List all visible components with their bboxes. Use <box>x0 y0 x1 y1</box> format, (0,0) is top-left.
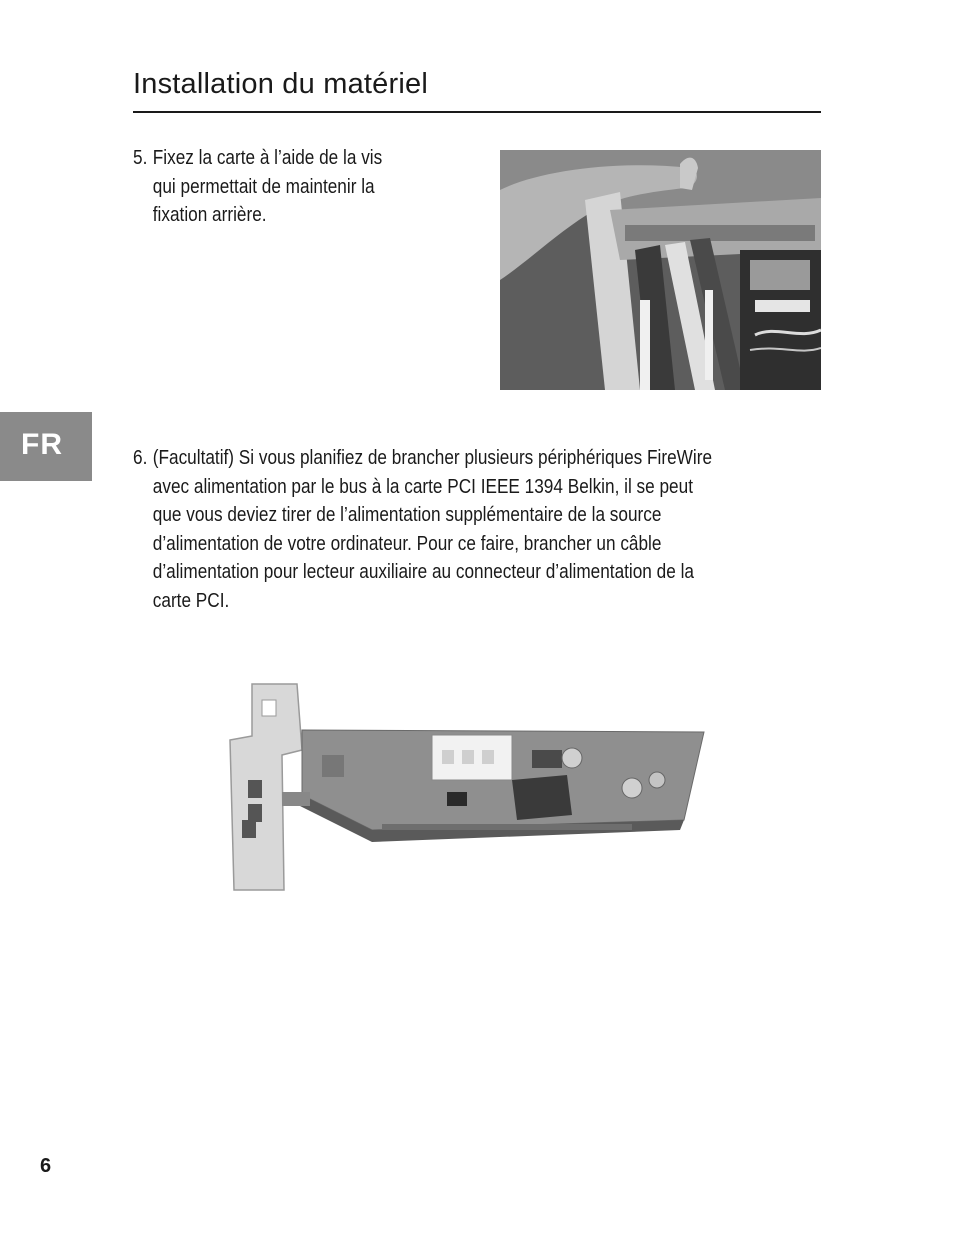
step-line: carte PCI. <box>152 589 230 612</box>
step-line: avec alimentation par le bus à la carte PCI IEEE 1394 Belkin, il se peut <box>152 475 693 498</box>
step-line: Fixez la carte à l’aide de la vis <box>152 147 383 169</box>
step-line: d’alimentation de votre ordinateur. Pour ce faire, brancher un câble <box>152 532 662 555</box>
step-6 <box>133 444 712 615</box>
computer-case-photo-illustration <box>500 150 821 390</box>
step-line: fixation arrière. <box>152 204 267 226</box>
step-line: que vous deviez tirer de l’alimentation supplémentaire de la source <box>152 504 662 526</box>
step-number: 5. <box>133 147 148 169</box>
pci-card-image <box>222 680 708 895</box>
page-number: 6 <box>40 1155 52 1177</box>
installation-photo <box>500 150 821 390</box>
title-rule <box>133 111 821 113</box>
step-line: qui permettait de maintenir la <box>152 175 375 198</box>
language-tab <box>0 412 92 481</box>
step-5 <box>133 144 382 230</box>
pci-card-illustration <box>222 680 708 895</box>
step-number: 6. <box>133 447 148 469</box>
language-tab-label: FR <box>21 428 63 461</box>
step-line: (Facultatif) Si vous planifiez de brancher plusieurs périphériques FireWire <box>152 447 713 469</box>
step-line: d’alimentation pour lecteur auxiliaire au connecteur d’alimentation de la <box>152 561 694 583</box>
page-title: Installation du matériel <box>133 68 428 100</box>
